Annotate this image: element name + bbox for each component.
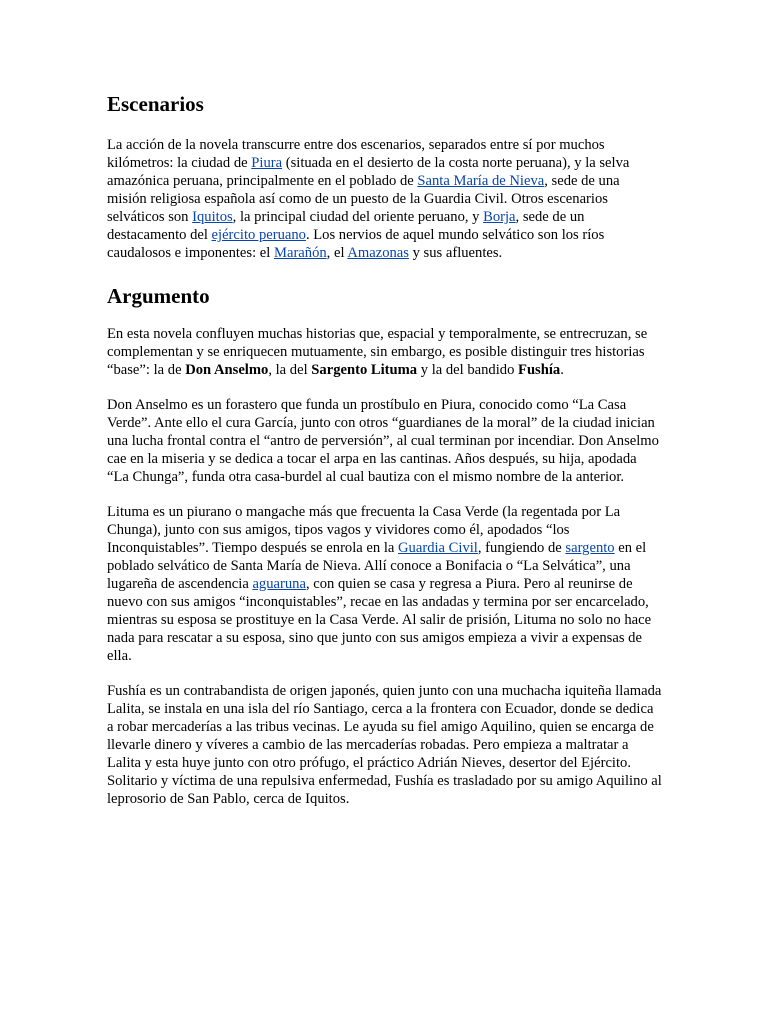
paragraph-don-anselmo: Don Anselmo es un forastero que funda un prostíbulo en Piura, conocido como “La Casa Verde”. Ante ello el cura García, junto con otros “guardianes de la moral” de la ciudad inician una lucha frontal contra el “antro de perversión”, al cual terminan por incendiar. Don Anselmo cae en la miseria y se dedica a tocar el arpa en las cantinas. Años después, su hija, apodada “La Chunga”, funda otra casa-burdel al cual bautiza con el mismo nombre de la anterior. — [107, 397, 659, 485]
text-run: , la del — [268, 362, 312, 378]
link-aguaruna[interactable]: aguaruna — [252, 576, 306, 592]
bold-fushia: Fushía — [518, 362, 561, 378]
text-run: La acción de la novela transcurre entre dos escenarios, separados entre sí por muchos kilómetros: la ciudad de — [107, 137, 605, 171]
link-maranon[interactable]: Marañón — [273, 245, 327, 261]
link-santa-maria-de-nieva[interactable]: Santa María de Nieva — [417, 173, 545, 189]
text-run: . — [560, 362, 564, 378]
heading-argumento: Argumento — [107, 284, 210, 308]
link-sargento[interactable]: sargento — [565, 540, 615, 556]
heading-escenarios: Escenarios — [107, 92, 204, 116]
link-iquitos[interactable]: Iquitos — [192, 209, 233, 225]
text-run: , fungiendo de — [477, 540, 566, 556]
paragraph-fushia: Fushía es un contrabandista de origen japonés, quien junto con una muchacha iquiteña llamada Lalita, se instala en una isla del río Santiago, cerca a la frontera con Ecuador, donde se dedica a robar mercaderías a las tribus vecinas. Le ayuda su fiel amigo Aquilino, quien se encarga de llevarle dinero y víveres a cambio de las mercaderías robadas. Pero empieza a maltratar a Lalita y esta huye junto con otro prófugo, el práctico Adrián Nieves, desertor del Ejército. Solitario y víctima de una repulsiva enfermedad, Fushía es trasladado por su amigo Aquilino al leprosorio de San Pablo, cerca de Iquitos. — [107, 683, 662, 807]
paragraph-argumento-intro — [107, 325, 662, 379]
text-run: y la del bandido — [417, 362, 519, 378]
text-run: . Los nervios de aquel mundo selvático son los ríos caudalosos e imponentes: el — [107, 227, 605, 261]
text-run: y sus afluentes. — [408, 245, 503, 261]
text-run: , sede de una misión religiosa española así como de un puesto de la Guardia Civil. Otros escenarios selváticos son — [107, 173, 620, 225]
link-ejercito-peruano[interactable]: ejército peruano — [211, 227, 306, 243]
text-run: En esta novela confluyen muchas historias que, espacial y temporalmente, se entrecruzan, se complementan y se enriquecen mutuamente, sin embargo, es posible distinguir tres historias “base”: la de — [107, 326, 648, 378]
link-borja[interactable]: Borja — [483, 209, 516, 225]
text-run: , la principal ciudad del oriente peruano, y — [232, 209, 484, 225]
text-run: , el — [326, 245, 348, 261]
document-content — [107, 90, 662, 825]
paragraph-lituma — [107, 503, 662, 665]
bold-sargento-lituma: Sargento Lituma — [311, 362, 418, 378]
text-run: (situada en el desierto de la costa norte peruana), y la selva amazónica peruana, principalmente en el poblado de — [107, 155, 630, 189]
paragraph-escenarios — [107, 136, 662, 262]
bold-don-anselmo: Don Anselmo — [185, 362, 269, 378]
link-guardia-civil[interactable]: Guardia Civil — [398, 540, 478, 556]
text-run: Lituma es un piurano o mangache más que frecuenta la Casa Verde (la regentada por La Chunga), junto con sus amigos, tipos vagos y vividores como él, apodados “los Inconquistables”. Tiempo después se enrola en la — [107, 504, 621, 556]
text-run: , con quien se casa y regresa a Piura. Pero al reunirse de nuevo con sus amigos “inconquistables”, recae en las andadas y termina por ser encarcelado, mientras su esposa se prostituye en la Casa Verde. Al salir de prisión, Lituma no solo no hace nada para rescatar a su esposa, sino que junto con sus amigos empieza a vivir a expensas de ella. — [107, 576, 652, 664]
text-run: , sede de un destacamento del — [107, 209, 585, 243]
text-run: en el poblado selvático de Santa María de Nieva. Allí conoce a Bonifacia o “La Selvática”, una lugareña de ascendencia — [107, 540, 647, 592]
link-piura[interactable]: Piura — [251, 155, 283, 171]
link-amazonas[interactable]: Amazonas — [347, 245, 409, 261]
